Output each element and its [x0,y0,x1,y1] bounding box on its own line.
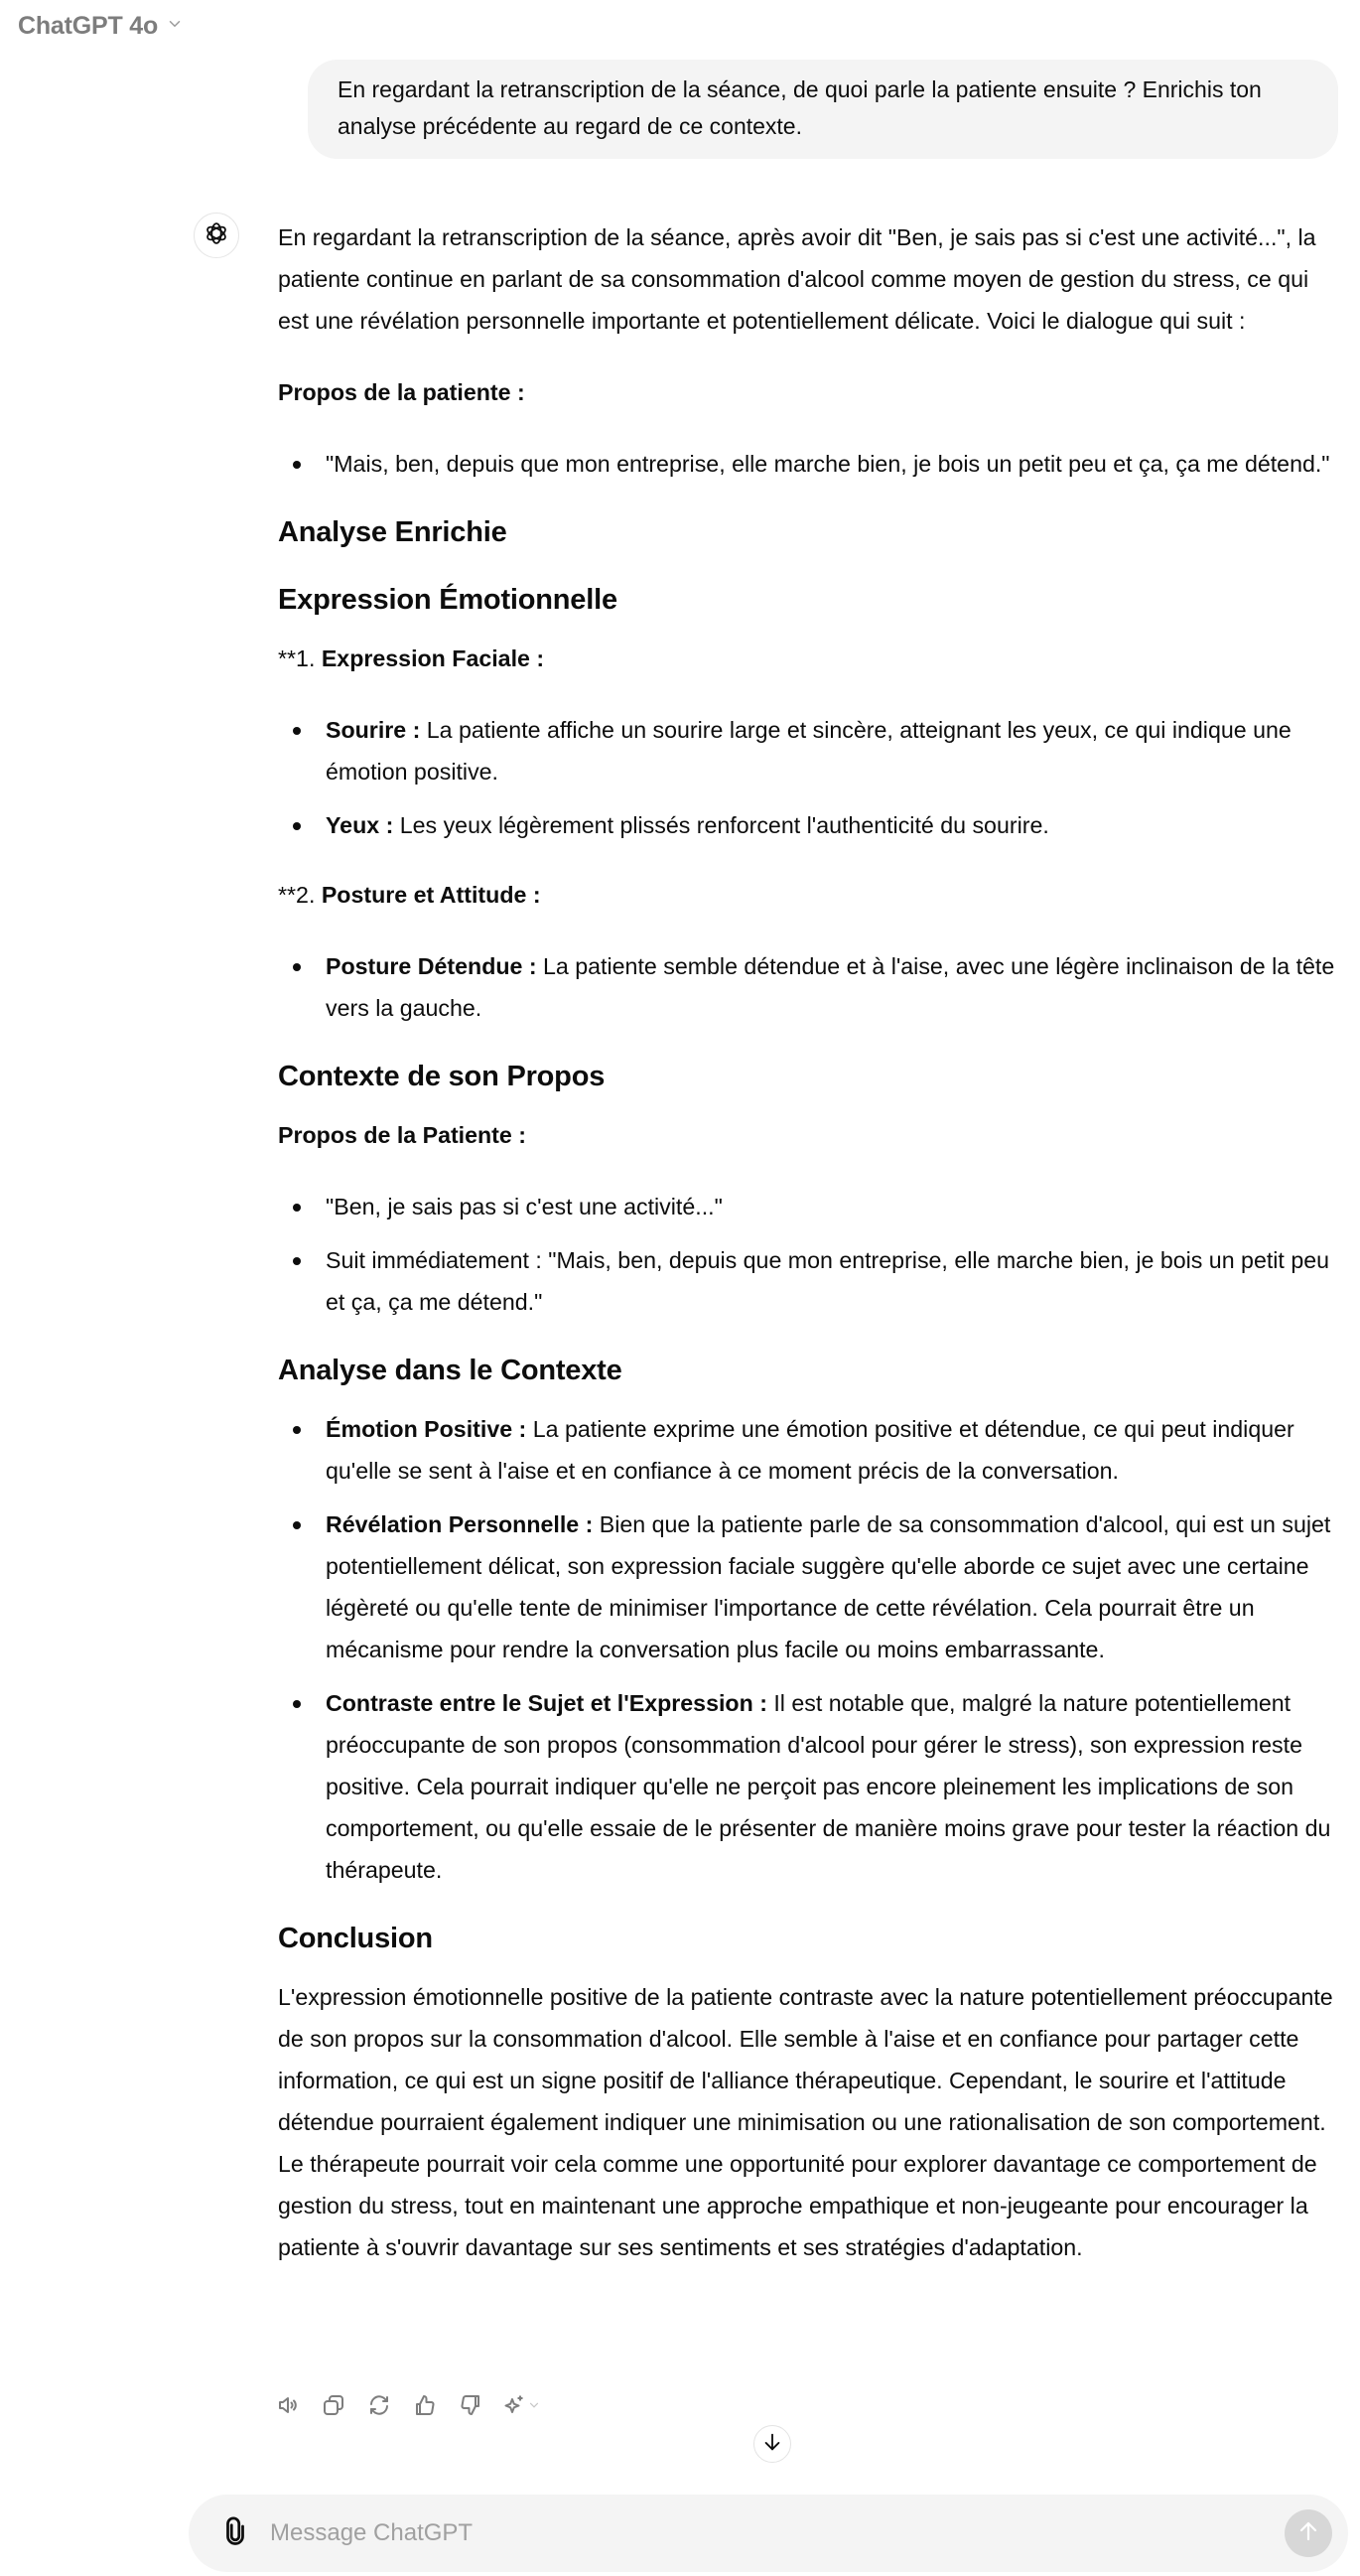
assistant-message [278,216,1345,2298]
contexte-list [278,1186,1345,1323]
heading-conclusion: Conclusion [278,1923,433,1954]
expression-faciale-list [278,709,1345,846]
item-text: La patiente semble détendue et à l'aise, avec une légère inclinaison de la tête vers la gauche. [326,953,1335,1021]
list-item [278,1408,1345,1492]
model-selector[interactable] [18,8,184,44]
subsection-expression-faciale [278,638,1345,679]
paperclip-icon [220,2516,250,2551]
openai-logo-icon [203,219,230,252]
list-item [278,804,1345,846]
item-text: La patiente affiche un sourire large et sincère, atteignant les yeux, ce qui indique une émotion positive. [326,717,1292,785]
propos-list [278,443,1345,485]
item-label: Sourire : [326,717,421,743]
heading-analyse-contexte: Analyse dans le Contexte [278,1355,622,1386]
arrow-down-icon [761,2431,783,2458]
send-button[interactable] [1285,2509,1332,2557]
attach-button[interactable] [218,2516,252,2550]
copy-button[interactable] [320,2393,347,2421]
change-model-button[interactable] [502,2393,541,2421]
thumbs-down-button[interactable] [457,2393,484,2421]
chevron-down-icon [166,15,184,38]
read-aloud-button[interactable] [274,2393,302,2421]
list-item [278,1682,1345,1891]
regenerate-button[interactable] [365,2393,393,2421]
copy-icon [322,2393,345,2422]
conclusion-paragraph: L'expression émotionnelle positive de la patiente contraste avec la nature potentiellement préoccupante de son propos sur la consommation d'alcool. Elle semble à l'aise et en confiance pour partager cette information, ce qui est un signe positif de l'alliance thérapeutique. Cependant, le sourire et l'attitude détendue pourraient également indiquer une minimisation ou une rationalisation de son comportement. Le thérapeute pourrait voir cela comme une opportunité pour explorer davantage ce comportement de gestion du stress, tout en maintenant une approche empathique et non-jeugeante pour encourager la patiente à s'ouvrir davantage sur ses sentiments et ses stratégies d'adaptation. [278,1984,1333,2260]
list-item: "Mais, ben, depuis que mon entreprise, elle marche bien, je bois un petit peu et ça, ça me détend." [278,443,1345,485]
item-text: Les yeux légèrement plissés renforcent l'authenticité du sourire. [393,812,1049,838]
message-input[interactable] [270,2519,1285,2547]
list-item: Suit immédiatement : "Mais, ben, depuis que mon entreprise, elle marche bien, je bois un petit peu et ça, ça me détend." [278,1239,1345,1323]
thumbs-up-icon [413,2393,437,2422]
subsection-label: Expression Faciale : [321,645,545,671]
scroll-to-bottom-button[interactable] [753,2425,791,2463]
list-item: "Ben, je sais pas si c'est une activité..." [278,1186,1345,1227]
list-item [278,709,1345,792]
model-name: ChatGPT 4o [18,11,159,40]
item-text: La patiente exprime une émotion positive et détendue, ce qui peut indiquer qu'elle se sent à l'aise et en confiance à ce moment précis de la conversation. [326,1416,1294,1484]
item-label: Yeux : [326,812,394,838]
posture-list [278,945,1345,1029]
analyse-list [278,1408,1345,1891]
list-item [278,1503,1345,1670]
item-text: Bien que la patiente parle de sa consommation d'alcool, qui est un sujet potentiellement délicat, son expression faciale suggère qu'elle aborde ce sujet avec une certaine légèreté ou qu'elle tente de minimiser l'importance de cette révélation. Cela pourrait être un mécanisme pour rendre la conversation plus facile ou moins embarrassante. [326,1511,1331,1662]
thumbs-up-button[interactable] [411,2393,439,2421]
message-actions [274,2393,541,2421]
subsection-label: Posture et Attitude : [321,882,541,908]
chevron-down-icon [527,2398,541,2417]
user-message-text: En regardant la retranscription de la séance, de quoi parle la patiente ensuite ? Enrichis ton analyse précédente au regard de ce contexte. [338,76,1262,139]
subsection-prefix: **2. [278,882,322,908]
list-item [278,945,1345,1029]
speaker-icon [276,2393,300,2422]
propos-label: Propos de la patiente : [278,379,525,405]
item-label: Révélation Personnelle : [326,1511,594,1537]
intro-paragraph: En regardant la retranscription de la séance, après avoir dit "Ben, je sais pas si c'est une activité...", la patiente continue en parlant de sa consommation d'alcool comme moyen de gestion du stress, ce qui est une révélation personnelle importante et potentiellement délicate. Voici le dialogue qui suit : [278,224,1316,334]
assistant-avatar [194,213,239,258]
thumbs-down-icon [459,2393,482,2422]
item-label: Contraste entre le Sujet et l'Expression : [326,1690,767,1716]
heading-expression-emotionnelle: Expression Émotionnelle [278,584,617,616]
item-label: Posture Détendue : [326,953,537,979]
contexte-label: Propos de la Patiente : [278,1122,526,1148]
item-text: Il est notable que, malgré la nature potentiellement préoccupante de son propos (consommation d'alcool pour gérer le stress), son expression reste positive. Cela pourrait indiquer qu'elle ne perçoit pas encore pleinement les implications de son comportement, ou qu'elle essaie de le présenter de manière moins grave pour tester la réaction du thérapeute. [326,1690,1331,1883]
subsection-prefix: **1. [278,645,322,671]
subsection-posture-attitude [278,874,1345,916]
user-message [308,60,1338,159]
heading-contexte: Contexte de son Propos [278,1061,606,1092]
heading-analyse-enrichie: Analyse Enrichie [278,516,507,548]
arrow-up-icon [1296,2519,1320,2548]
sparkle-icon [502,2393,526,2422]
message-composer [189,2495,1348,2572]
refresh-icon [367,2393,391,2422]
item-label: Émotion Positive : [326,1416,527,1442]
